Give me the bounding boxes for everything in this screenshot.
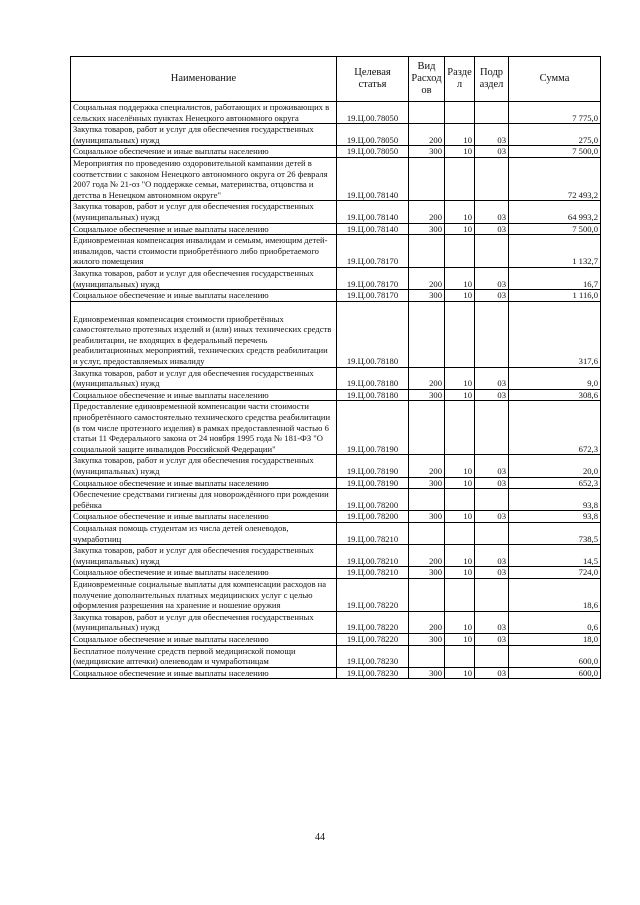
cell-name: Обеспечение средствами гигиены для новорождённого при рождении ребёнка [71,489,337,511]
cell-target: 19.Ц.00.78220 [337,611,409,633]
table-row [71,201,601,223]
cell-podrazdel: 03 [475,146,509,158]
cell-vid [409,522,445,544]
table-row [71,633,601,645]
cell-vid: 200 [409,124,445,146]
header-sum: Сумма [509,57,601,102]
cell-razdel [445,489,475,511]
cell-name: Мероприятия по проведению оздоровительной кампании детей в соответствии с законом Ненецкого автономного округа от 26 февраля 2007 года № 21-оз "О поддержке семьи, материнства, отцовства и детства в Ненецком автономном округе" [71,157,337,200]
cell-razdel: 10 [445,290,475,302]
cell-podrazdel: 03 [475,511,509,523]
cell-vid: 200 [409,267,445,289]
cell-sum: 14,5 [509,545,601,567]
cell-razdel: 10 [445,511,475,523]
table-row [71,124,601,146]
cell-vid: 200 [409,611,445,633]
cell-vid [409,578,445,611]
table-row [71,489,601,511]
cell-vid: 200 [409,455,445,477]
cell-podrazdel: 03 [475,367,509,389]
cell-name: Социальная поддержка специалистов, работающих и проживающих в сельских населённых пунктах Ненецкого автономного округа [71,102,337,124]
cell-sum: 20,0 [509,455,601,477]
cell-vid: 300 [409,477,445,489]
cell-podrazdel: 03 [475,455,509,477]
cell-name: Единовременная компенсация инвалидам и семьям, имеющим детей-инвалидов, части стоимости приобретённого либо приобретаемого жилого помещения [71,235,337,268]
cell-target: 19.Ц.00.78220 [337,578,409,611]
table-row [71,545,601,567]
cell-podrazdel: 03 [475,545,509,567]
cell-podrazdel: 03 [475,389,509,401]
cell-name: Социальное обеспечение и иные выплаты населению [71,389,337,401]
cell-name: Закупка товаров, работ и услуг для обеспечения государственных (муниципальных) нужд [71,455,337,477]
cell-podrazdel: 03 [475,124,509,146]
cell-vid: 300 [409,290,445,302]
cell-razdel: 10 [445,201,475,223]
cell-vid: 200 [409,201,445,223]
cell-podrazdel [475,102,509,124]
cell-sum: 93,8 [509,489,601,511]
cell-target: 19.Ц.00.78210 [337,567,409,579]
cell-razdel [445,401,475,455]
cell-razdel [445,522,475,544]
cell-razdel: 10 [445,367,475,389]
cell-razdel: 10 [445,477,475,489]
cell-sum: 308,6 [509,389,601,401]
table-row [71,477,601,489]
table-row [71,645,601,667]
cell-name: Единовременные социальные выплаты для компенсации расходов на получение дополнительных платных медицинских услуг с целью оформления разрешения на хранение и ношение оружия [71,578,337,611]
cell-podrazdel [475,401,509,455]
cell-razdel [445,235,475,268]
cell-name: Закупка товаров, работ и услуг для обеспечения государственных (муниципальных) нужд [71,367,337,389]
table-row [71,567,601,579]
cell-razdel: 10 [445,455,475,477]
table-row [71,301,601,367]
cell-razdel: 10 [445,545,475,567]
cell-target: 19.Ц.00.78170 [337,290,409,302]
cell-razdel [445,578,475,611]
cell-podrazdel [475,157,509,200]
cell-sum: 64 993,2 [509,201,601,223]
cell-sum: 672,3 [509,401,601,455]
cell-razdel: 10 [445,667,475,679]
cell-target: 19.Ц.00.78170 [337,235,409,268]
header-razdel: Разде л [445,57,475,102]
cell-target: 19.Ц.00.78180 [337,301,409,367]
cell-name: Социальное обеспечение и иные выплаты населению [71,146,337,158]
cell-podrazdel: 03 [475,223,509,235]
cell-target: 19.Ц.00.78050 [337,102,409,124]
cell-razdel: 10 [445,633,475,645]
table-row [71,511,601,523]
cell-razdel: 10 [445,223,475,235]
cell-sum: 317,6 [509,301,601,367]
cell-vid [409,301,445,367]
cell-name: Закупка товаров, работ и услуг для обеспечения государственных (муниципальных) нужд [71,201,337,223]
table-row [71,389,601,401]
table-row [71,290,601,302]
cell-sum: 18,0 [509,633,601,645]
cell-sum: 738,5 [509,522,601,544]
cell-podrazdel: 03 [475,201,509,223]
cell-target: 19.Ц.00.78220 [337,633,409,645]
cell-razdel: 10 [445,267,475,289]
cell-target: 19.Ц.00.78180 [337,367,409,389]
cell-target: 19.Ц.00.78230 [337,667,409,679]
table-row [71,401,601,455]
table-row [71,522,601,544]
header-vid: Вид Расход ов [409,57,445,102]
cell-vid: 200 [409,367,445,389]
table-row [71,367,601,389]
cell-target: 19.Ц.00.78230 [337,645,409,667]
cell-razdel [445,301,475,367]
cell-sum: 9,0 [509,367,601,389]
header-target: Целевая статья [337,57,409,102]
cell-razdel: 10 [445,567,475,579]
cell-razdel [445,645,475,667]
cell-vid: 300 [409,389,445,401]
header-name: Наименование [71,57,337,102]
table-row [71,267,601,289]
cell-sum: 7 500,0 [509,146,601,158]
cell-podrazdel [475,235,509,268]
table-row [71,146,601,158]
cell-vid: 200 [409,545,445,567]
page-number: 44 [315,832,325,843]
cell-podrazdel: 03 [475,611,509,633]
cell-target: 19.Ц.00.78180 [337,389,409,401]
cell-vid: 300 [409,567,445,579]
cell-target: 19.Ц.00.78200 [337,511,409,523]
cell-name: Закупка товаров, работ и услуг для обеспечения государственных (муниципальных) нужд [71,267,337,289]
cell-podrazdel: 03 [475,567,509,579]
cell-sum: 600,0 [509,667,601,679]
cell-vid [409,489,445,511]
table-row [71,223,601,235]
table-row [71,235,601,268]
cell-podrazdel: 03 [475,633,509,645]
cell-podrazdel: 03 [475,267,509,289]
table-row [71,578,601,611]
cell-target: 19.Ц.00.78190 [337,477,409,489]
cell-vid [409,235,445,268]
cell-sum: 7 775,0 [509,102,601,124]
cell-podrazdel [475,522,509,544]
cell-target: 19.Ц.00.78050 [337,124,409,146]
cell-podrazdel [475,301,509,367]
table-body [71,102,601,679]
cell-name: Предоставление единовременной компенсации части стоимости приобретённого самостоятельно технического средства реабилитации (в том числе протезного изделия) в рамках предоставленной частью 6 статьи 11 Федерального закона от 24 ноября 1995 года № 181-ФЗ "О социальной защите инвалидов Российской Федерации" [71,401,337,455]
table-row [71,455,601,477]
cell-razdel: 10 [445,389,475,401]
cell-target: 19.Ц.00.78210 [337,522,409,544]
cell-name: Закупка товаров, работ и услуг для обеспечения государственных (муниципальных) нужд [71,545,337,567]
cell-target: 19.Ц.00.78190 [337,401,409,455]
cell-target: 19.Ц.00.78140 [337,157,409,200]
cell-vid: 300 [409,146,445,158]
cell-sum: 600,0 [509,645,601,667]
cell-target: 19.Ц.00.78200 [337,489,409,511]
cell-sum: 72 493,2 [509,157,601,200]
cell-vid: 300 [409,667,445,679]
cell-sum: 724,0 [509,567,601,579]
table-row [71,667,601,679]
cell-sum: 1 116,0 [509,290,601,302]
cell-razdel [445,102,475,124]
cell-razdel: 10 [445,146,475,158]
cell-name: Закупка товаров, работ и услуг для обеспечения государственных (муниципальных) нужд [71,611,337,633]
cell-podrazdel [475,645,509,667]
cell-target: 19.Ц.00.78050 [337,146,409,158]
cell-sum: 16,7 [509,267,601,289]
cell-razdel [445,157,475,200]
cell-target: 19.Ц.00.78210 [337,545,409,567]
cell-name: Социальная помощь студентам из числа детей оленеводов, чумработниц [71,522,337,544]
cell-target: 19.Ц.00.78140 [337,201,409,223]
header-podrazdel: Подр аздел [475,57,509,102]
cell-sum: 1 132,7 [509,235,601,268]
cell-name: Социальное обеспечение и иные выплаты населению [71,667,337,679]
cell-sum: 7 500,0 [509,223,601,235]
budget-table [70,56,601,679]
table-row [71,611,601,633]
cell-name: Социальное обеспечение и иные выплаты населению [71,633,337,645]
cell-vid [409,645,445,667]
cell-target: 19.Ц.00.78170 [337,267,409,289]
table-row [71,157,601,200]
cell-target: 19.Ц.00.78140 [337,223,409,235]
cell-vid: 300 [409,511,445,523]
cell-podrazdel: 03 [475,477,509,489]
table-row [71,102,601,124]
cell-name: Социальное обеспечение и иные выплаты населению [71,290,337,302]
cell-vid: 300 [409,633,445,645]
cell-razdel: 10 [445,124,475,146]
cell-name: Закупка товаров, работ и услуг для обеспечения государственных (муниципальных) нужд [71,124,337,146]
cell-podrazdel [475,489,509,511]
cell-sum: 275,0 [509,124,601,146]
cell-podrazdel: 03 [475,290,509,302]
cell-name: Единовременная компенсация стоимости приобретённых самостоятельно протезных изделий и (или) иных технических средств реабилитации, не входящих в федеральный перечень реабилитационных мероприятий, технических средств реабилитации и услуг, предоставляемых инвалиду [71,301,337,367]
cell-vid [409,157,445,200]
cell-name: Социальное обеспечение и иные выплаты населению [71,477,337,489]
cell-podrazdel: 03 [475,667,509,679]
cell-sum: 18,6 [509,578,601,611]
cell-sum: 0,6 [509,611,601,633]
cell-vid: 300 [409,223,445,235]
cell-target: 19.Ц.00.78190 [337,455,409,477]
cell-vid [409,401,445,455]
cell-name: Социальное обеспечение и иные выплаты населению [71,567,337,579]
cell-name: Социальное обеспечение и иные выплаты населению [71,223,337,235]
table-header-row [71,57,601,102]
cell-razdel: 10 [445,611,475,633]
cell-vid [409,102,445,124]
cell-name: Социальное обеспечение и иные выплаты населению [71,511,337,523]
cell-sum: 652,3 [509,477,601,489]
cell-sum: 93,8 [509,511,601,523]
cell-name: Бесплатное получение средств первой медицинской помощи (медицинские аптечки) оленеводам и чумработницам [71,645,337,667]
cell-podrazdel [475,578,509,611]
